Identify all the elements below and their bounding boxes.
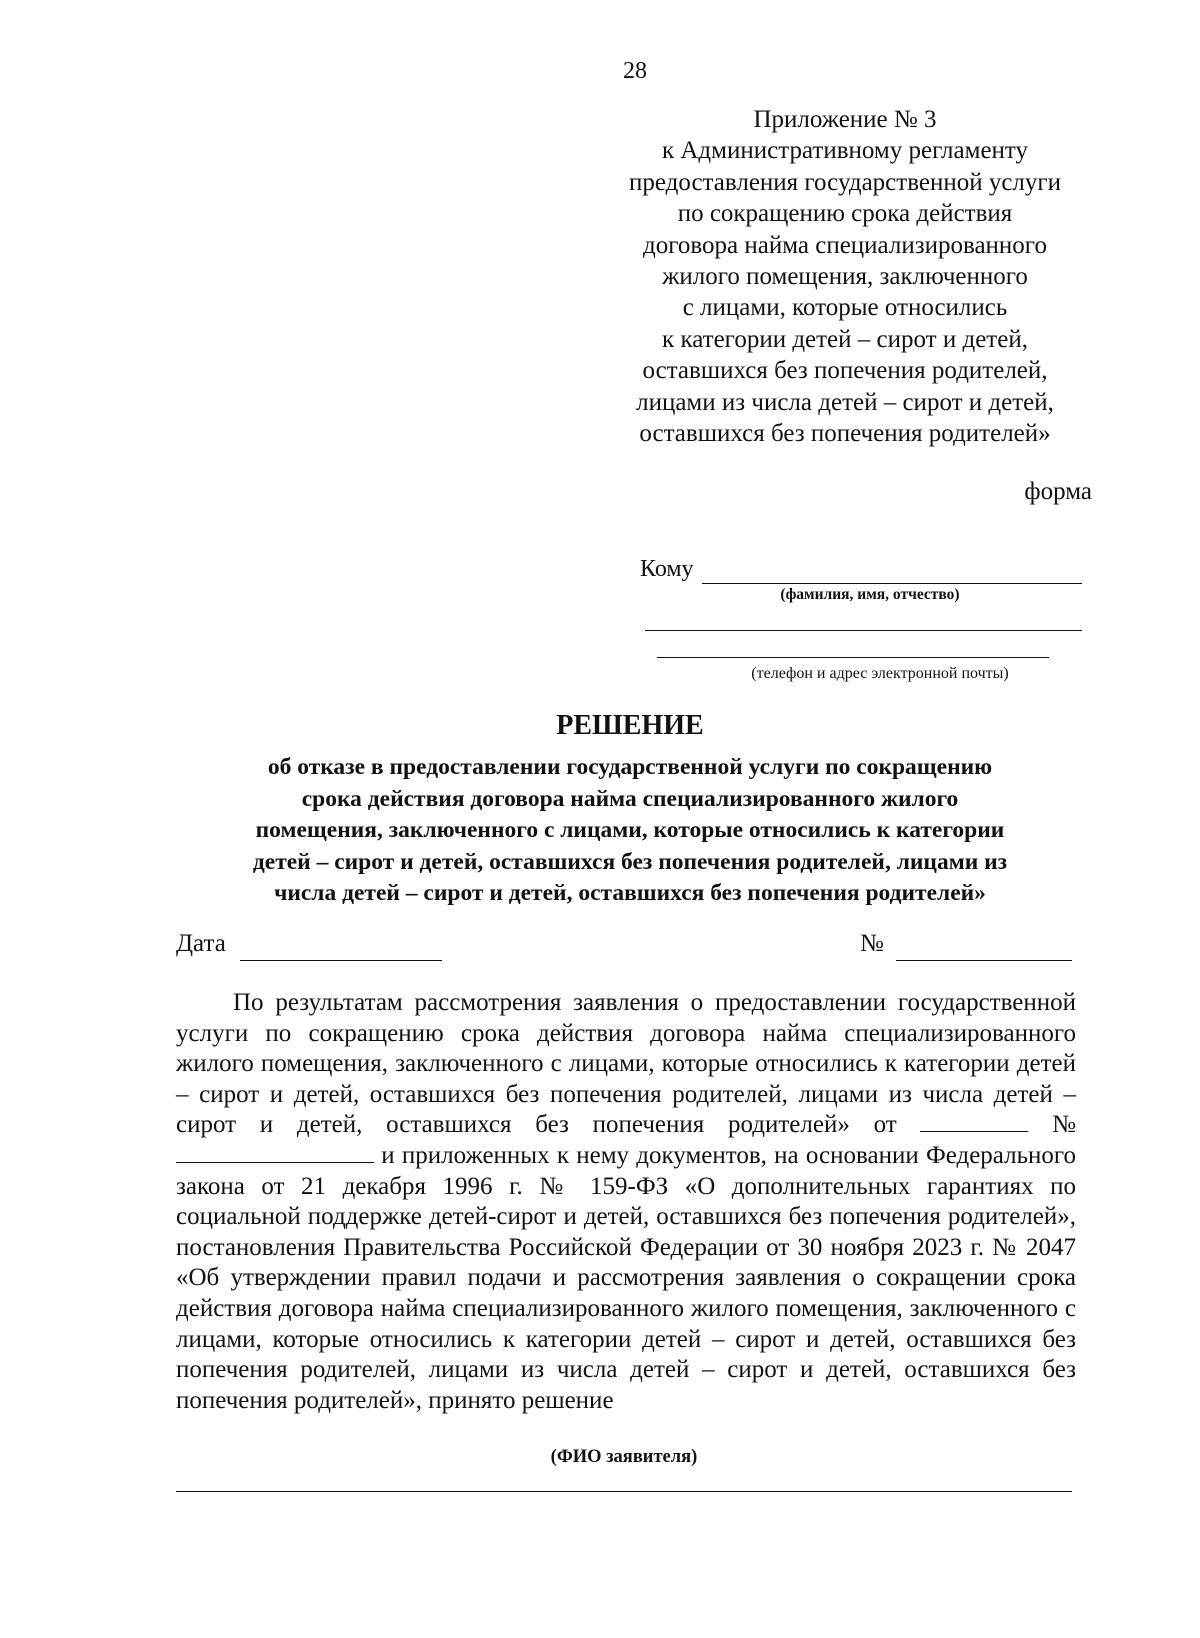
form-label: форма [1024,478,1092,505]
date-label: Дата [176,930,226,957]
body-text-part1: По результатам рассмотрения заявления о предоставлении государственной услуги по сокращению срока действия договора найма специализированного жилого помещения, заключенного с лицами, которые относились к категории детей – сирот и детей, оставшихся без попечения родителей, лицами из числа детей – сирот и детей, оставшихся без попечения родителей» от [176,989,1076,1139]
decision-body [176,988,1076,1416]
appendix-line: жилого помещения, заключенного [662,263,1028,291]
recipient-contacts-caption: (телефон и адрес электронной почты) [751,665,1009,682]
applicant-caption: (ФИО заявителя) [550,1447,698,1467]
appendix-line: лицами из числа детей – сирот и детей, [636,388,1054,416]
number-field[interactable] [896,960,1072,961]
appendix-line: Приложение № 3 [753,106,937,133]
application-date-field[interactable] [920,1130,1028,1132]
applicant-name-field[interactable] [176,1491,1072,1492]
recipient-extra-field[interactable] [645,630,1082,631]
number-label: № [860,930,884,957]
decision-subheading [150,752,1110,910]
page-number: 28 [623,58,647,84]
appendix-header [585,104,1105,449]
subheading-line: детей – сирот и детей, оставшихся без попечения родителей, лицами из [252,848,1008,875]
recipient-label: Кому [640,556,694,582]
appendix-line: с лицами, которые относились [682,294,1008,322]
recipient-contacts-field[interactable] [657,657,1049,658]
appendix-line: по сокращению срока действия [677,200,1013,228]
appendix-line: оставшихся без попечения родителей» [639,420,1051,448]
appendix-line: к категории детей – сирот и детей, [662,325,1028,353]
appendix-line: к Административному регламенту [661,137,1029,165]
recipient-fio-caption: (фамилия, имя, отчество) [780,586,960,603]
subheading-line: срока действия договора найма специализированного жилого [301,785,959,812]
appendix-line: предоставления государственной услуги [628,168,1062,196]
subheading-line: об отказе в предоставлении государственной услуги по сокращению [267,754,993,780]
date-field[interactable] [240,960,442,961]
appendix-line: договора найма специализированного [643,231,1047,259]
appendix-line: оставшихся без попечения родителей, [642,357,1048,385]
subheading-line: помещения, заключенного с лицами, которые относились к категории [255,817,1005,843]
recipient-name-field[interactable] [702,583,1082,584]
subheading-line: числа детей – сирот и детей, оставшихся без попечения родителей» [274,880,986,906]
body-number-sign: № [1052,1111,1076,1139]
decision-heading: РЕШЕНИЕ [556,710,704,741]
body-text-part2: и приложенных к нему документов, на основании Федерального закона от 21 декабря 1996 г. № 159-ФЗ «О дополнительных гарантиях по социальной поддержке детей-сирот и детей, оставшихся без попечения родителей», постановления Правительства Российской Федерации от 30 ноября 2023 г. № 2047 «Об утверждении правил подачи и рассмотрения заявления о сокращении срока действия договора найма специализированного жилого помещения, заключенного с лицами, которые относились к категории детей – сирот и детей, оставшихся без попечения родителей, лицами из числа детей – сирот и детей, оставшихся без попечения родителей», принято решение [176,1141,1076,1414]
application-number-field[interactable] [176,1161,374,1163]
